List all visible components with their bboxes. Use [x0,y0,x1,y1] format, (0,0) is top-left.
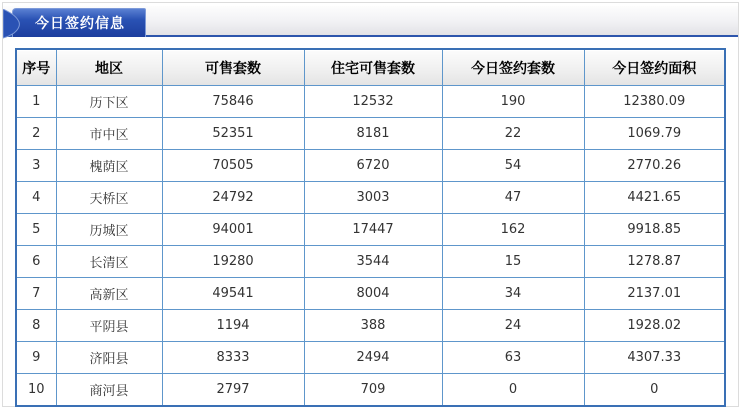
table-row [16,246,725,278]
table-cell: 2137.01 [584,278,725,310]
table-cell: 15 [442,246,584,278]
tab-today-signing-info[interactable] [12,8,146,37]
table-cell: 济阳县 [56,342,162,374]
table-cell: 长清区 [56,246,162,278]
table-cell: 历城区 [56,214,162,246]
signing-table-container [15,48,738,407]
table-row [16,86,725,118]
table-cell: 162 [442,214,584,246]
table-cell: 2 [16,118,56,150]
table-cell: 22 [442,118,584,150]
table-cell: 8004 [304,278,442,310]
table-cell: 52351 [162,118,304,150]
table-cell: 1069.79 [584,118,725,150]
table-cell: 平阴县 [56,310,162,342]
table-cell: 0 [584,374,725,407]
table-cell: 3 [16,150,56,182]
table-cell: 63 [442,342,584,374]
table-cell: 市中区 [56,118,162,150]
table-row [16,342,725,374]
table-row [16,374,725,407]
table-cell: 94001 [162,214,304,246]
table-cell: 190 [442,86,584,118]
table-cell: 0 [442,374,584,407]
table-cell: 9918.85 [584,214,725,246]
table-cell: 75846 [162,86,304,118]
table-cell: 8181 [304,118,442,150]
table-cell: 7 [16,278,56,310]
content-panel [2,2,739,407]
table-cell: 8333 [162,342,304,374]
table-cell: 10 [16,374,56,407]
table-cell: 70505 [162,150,304,182]
table-cell: 2770.26 [584,150,725,182]
table-cell: 6 [16,246,56,278]
header-units-for-sale: 可售套数 [162,49,304,86]
table-cell: 49541 [162,278,304,310]
table-cell: 4421.65 [584,182,725,214]
header-district: 地区 [56,49,162,86]
table-cell: 47 [442,182,584,214]
table-cell: 9 [16,342,56,374]
table-cell: 2797 [162,374,304,407]
table-cell: 槐荫区 [56,150,162,182]
header-serial: 序号 [16,49,56,86]
table-cell: 高新区 [56,278,162,310]
table-cell: 709 [304,374,442,407]
table-cell: 天桥区 [56,182,162,214]
signing-table [15,48,726,407]
table-cell: 1 [16,86,56,118]
table-row [16,278,725,310]
table-cell: 12380.09 [584,86,725,118]
table-cell: 4 [16,182,56,214]
table-row [16,150,725,182]
table-cell: 1278.87 [584,246,725,278]
table-cell: 24 [442,310,584,342]
table-row [16,182,725,214]
table-cell: 历下区 [56,86,162,118]
table-cell: 商河县 [56,374,162,407]
header-signed-area: 今日签约面积 [584,49,725,86]
table-cell: 388 [304,310,442,342]
page-title: 今日签约信息 [35,16,125,32]
table-cell: 2494 [304,342,442,374]
table-cell: 12532 [304,86,442,118]
table-cell: 5 [16,214,56,246]
table-cell: 8 [16,310,56,342]
table-cell: 3544 [304,246,442,278]
header-signed-units: 今日签约套数 [442,49,584,86]
table-row [16,214,725,246]
table-cell: 19280 [162,246,304,278]
table-cell: 1194 [162,310,304,342]
title-strip [3,6,738,37]
table-cell: 1928.02 [584,310,725,342]
table-cell: 54 [442,150,584,182]
header-resid-units: 住宅可售套数 [304,49,442,86]
table-cell: 17447 [304,214,442,246]
table-cell: 34 [442,278,584,310]
table-body [16,86,725,407]
table-cell: 24792 [162,182,304,214]
table-cell: 3003 [304,182,442,214]
table-cell: 4307.33 [584,342,725,374]
table-row [16,310,725,342]
table-header-row [16,49,725,86]
table-cell: 6720 [304,150,442,182]
table-row [16,118,725,150]
